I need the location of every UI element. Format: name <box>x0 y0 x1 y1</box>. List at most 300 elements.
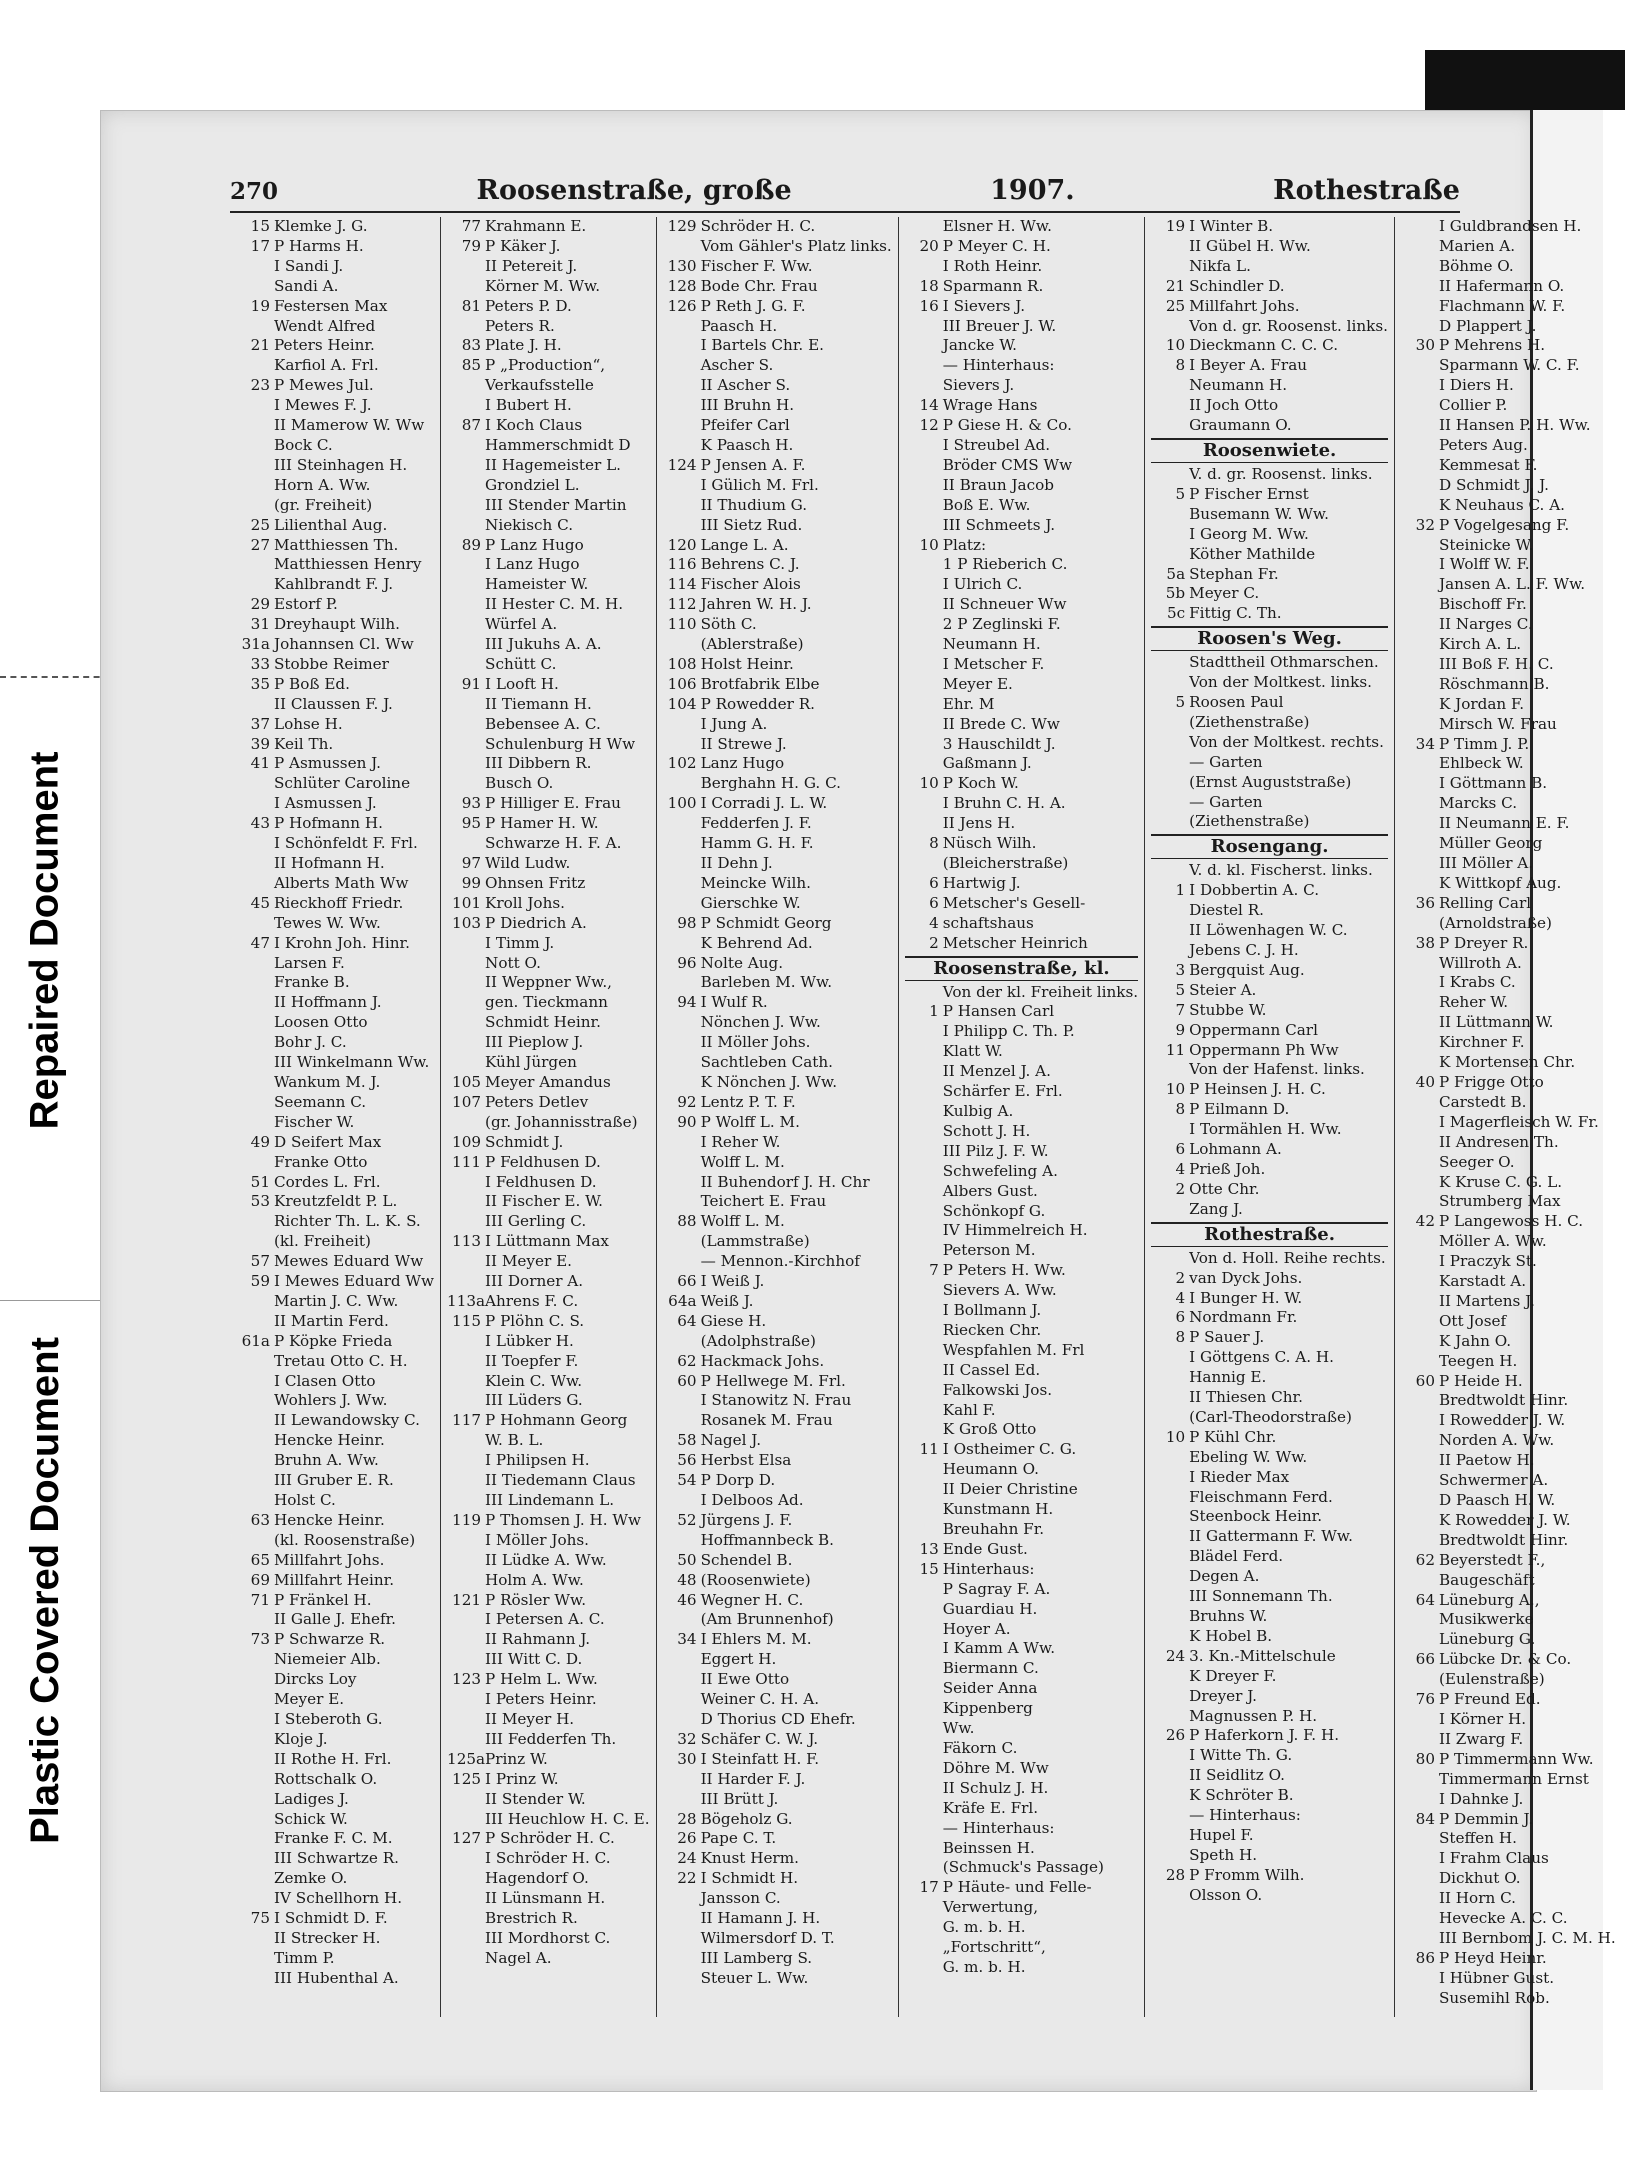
directory-entry <box>447 635 650 655</box>
resident-name: III Lindemann L. <box>485 1491 615 1509</box>
directory-entry <box>663 715 892 735</box>
directory-entry <box>1401 476 1616 496</box>
directory-entry <box>1151 673 1388 693</box>
directory-entry <box>1401 1372 1616 1392</box>
resident-name: III Dibbern R. <box>485 754 592 773</box>
house-number <box>1401 1312 1439 1332</box>
house-number <box>1151 1567 1189 1587</box>
house-number: 126 <box>667 296 697 315</box>
directory-entry <box>905 1022 1138 1042</box>
house-number <box>905 1679 943 1699</box>
resident-name: Schmidt Heinr. <box>485 1013 601 1032</box>
house-number <box>663 1073 701 1093</box>
directory-entry <box>236 1391 434 1411</box>
house-number: 11 <box>919 1440 939 1459</box>
resident-name: Kemmesat F. <box>1438 455 1538 474</box>
house-number <box>1151 901 1189 921</box>
resident-name: Horn A. Ww. <box>274 475 371 494</box>
resident-name: Tewes W. Ww. <box>274 913 381 932</box>
resident-name: Döhre M. Ww <box>942 1758 1049 1777</box>
directory-entry <box>905 1401 1138 1421</box>
directory-entry <box>447 277 650 297</box>
house-number <box>236 1312 274 1332</box>
house-number <box>447 376 485 396</box>
directory-entry <box>1151 921 1388 941</box>
directory-entry <box>236 1212 434 1232</box>
resident-name: I Koch Claus <box>485 416 583 435</box>
directory-entry <box>1151 773 1388 793</box>
resident-name: Dircks Loy <box>274 1670 357 1689</box>
directory-entry <box>905 456 1138 476</box>
house-number <box>1151 1886 1189 1906</box>
house-number <box>236 993 274 1013</box>
resident-name: II Harder F. J. <box>700 1769 806 1788</box>
house-number: 47 <box>250 933 270 952</box>
directory-entry <box>1401 1690 1616 1710</box>
house-number <box>905 1620 943 1640</box>
directory-entry <box>905 983 1138 1003</box>
directory-entry <box>1151 753 1388 773</box>
directory-entry <box>1401 1750 1616 1770</box>
house-number <box>905 1938 943 1958</box>
resident-name: Schröder H. C. <box>700 217 816 235</box>
resident-name: P Sauer J. <box>1189 1328 1265 1347</box>
house-number <box>663 834 701 854</box>
directory-entry <box>663 754 892 774</box>
directory-entry <box>663 1252 892 1272</box>
resident-name: Nagel J. <box>700 1431 762 1450</box>
directory-entry <box>1401 973 1616 993</box>
resident-name: Niekisch C. <box>485 515 574 534</box>
house-number: 50 <box>677 1550 697 1569</box>
directory-entry <box>236 1292 434 1312</box>
house-number: 95 <box>461 814 482 833</box>
resident-name: Wespfahlen M. Frl <box>942 1340 1085 1359</box>
resident-name: Wegner H. C. <box>700 1590 804 1609</box>
resident-name: II Toepfer F. <box>485 1351 579 1370</box>
directory-entry <box>905 1301 1138 1321</box>
house-number <box>1151 1687 1189 1707</box>
house-number <box>905 754 943 774</box>
directory-entry <box>447 336 650 356</box>
directory-entry <box>236 1630 434 1650</box>
resident-name: Von der Moltkest. rechts. <box>1189 732 1384 751</box>
resident-name: I Lüttmann Max <box>485 1232 609 1251</box>
house-number <box>905 735 943 755</box>
resident-name: Lanz Hugo <box>700 754 785 773</box>
resident-name: Metscher's Gesell- <box>942 893 1086 912</box>
house-number <box>1401 555 1439 575</box>
house-number <box>1151 941 1189 961</box>
directory-entry <box>236 257 434 277</box>
directory-entry <box>1151 1468 1388 1488</box>
resident-name: Schärfer E. Frl. <box>942 1082 1063 1101</box>
resident-name: III Steinhagen H. <box>274 455 408 474</box>
house-number: 60 <box>677 1371 697 1390</box>
house-number <box>236 575 274 595</box>
resident-name: II Strewe J. <box>700 734 787 753</box>
resident-name: Von der Moltkest. links. <box>1189 673 1372 692</box>
resident-name: I Looft H. <box>485 674 559 693</box>
house-number: 124 <box>667 455 697 474</box>
house-number <box>1151 921 1189 941</box>
resident-name: (Eulenstraße) <box>1438 1670 1545 1689</box>
resident-name: — Hinterhaus: <box>942 356 1055 375</box>
directory-entry <box>236 1531 434 1551</box>
resident-name: Möller A. Ww. <box>1438 1232 1547 1251</box>
resident-name: I Delboos Ad. <box>700 1491 804 1509</box>
directory-entry <box>663 695 892 715</box>
resident-name: III Stender Martin <box>485 495 627 514</box>
directory-entry <box>905 1779 1138 1799</box>
directory-entry <box>1401 217 1616 237</box>
directory-entry <box>905 695 1138 715</box>
directory-entry <box>905 1162 1138 1182</box>
house-number <box>447 1451 485 1471</box>
resident-name: Peters P. D. <box>485 296 572 315</box>
directory-entry <box>663 436 892 456</box>
house-number: 40 <box>1415 1072 1435 1091</box>
directory-entry <box>663 1471 892 1491</box>
directory-entry <box>1151 1021 1388 1041</box>
resident-name: I Wulf R. <box>700 993 768 1012</box>
house-number <box>447 1033 485 1053</box>
directory-entry <box>905 635 1138 655</box>
directory-entry <box>905 1142 1138 1162</box>
house-number <box>1151 1587 1189 1607</box>
directory-entry <box>447 416 650 436</box>
house-number <box>236 1670 274 1690</box>
resident-name: III Dorner A. <box>485 1272 584 1291</box>
house-number: 93 <box>461 794 482 813</box>
directory-entry <box>663 1650 892 1670</box>
house-number <box>1401 655 1439 675</box>
house-number <box>236 317 274 337</box>
resident-name: Ehlbeck W. <box>1438 754 1524 773</box>
resident-name: P Plöhn C. S. <box>485 1311 585 1330</box>
house-number <box>663 1909 701 1929</box>
directory-entry <box>236 376 434 396</box>
resident-name: Köther Mathilde <box>1189 544 1316 563</box>
directory-entry <box>1151 693 1388 713</box>
resident-name: P Rösler Ww. <box>485 1590 587 1609</box>
directory-entry <box>236 1829 434 1849</box>
directory-entry <box>1151 1289 1388 1309</box>
directory-entry <box>1401 1312 1616 1332</box>
directory-entry <box>1151 1707 1388 1727</box>
house-number: 52 <box>677 1510 697 1529</box>
house-number: 49 <box>250 1132 270 1151</box>
directory-entry <box>663 356 892 376</box>
house-number <box>1401 1153 1439 1173</box>
directory-entry <box>1401 1411 1616 1431</box>
resident-name: Wrage Hans <box>942 396 1038 415</box>
resident-name: Sachtleben Cath. <box>700 1053 833 1072</box>
house-number <box>905 1699 943 1719</box>
resident-name: III Gerling C. <box>485 1212 587 1231</box>
directory-entry <box>663 396 892 416</box>
directory-entry <box>447 356 650 376</box>
house-number: 21 <box>250 336 270 355</box>
directory-entry <box>663 615 892 635</box>
resident-name: II Lewandowsky C. <box>274 1411 420 1430</box>
directory-entry <box>905 575 1138 595</box>
resident-name: Carstedt B. <box>1438 1092 1527 1111</box>
directory-entry <box>447 1790 650 1810</box>
house-number <box>447 655 485 675</box>
resident-name: P Meyer C. H. <box>942 236 1051 255</box>
directory-entry <box>236 1451 434 1471</box>
directory-entry <box>447 735 650 755</box>
directory-entry <box>1151 1249 1388 1269</box>
resident-name: Wendt Alfred <box>274 316 376 335</box>
house-number <box>447 754 485 774</box>
directory-entry <box>1151 565 1388 585</box>
resident-name: Fäkorn C. <box>942 1738 1018 1757</box>
resident-name: Lilienthal Aug. <box>274 515 388 534</box>
directory-entry <box>1401 1929 1616 1949</box>
resident-name: III Fedderfen Th. <box>485 1729 617 1748</box>
house-number <box>1401 1133 1439 1153</box>
house-number <box>1151 861 1189 881</box>
directory-entry <box>663 1312 892 1332</box>
directory-entry <box>236 237 434 257</box>
house-number <box>1151 673 1189 693</box>
house-number <box>905 1082 943 1102</box>
directory-column-5 <box>1144 217 1394 2017</box>
directory-entry <box>447 934 650 954</box>
resident-name: Von d. gr. Roosenst. links. <box>1189 316 1388 335</box>
directory-entry <box>447 1630 650 1650</box>
directory-entry <box>663 1212 892 1232</box>
directory-entry <box>236 754 434 774</box>
resident-name: D Plappert J. <box>1438 316 1537 335</box>
directory-column-4 <box>898 217 1144 2017</box>
directory-entry <box>1151 1120 1388 1140</box>
directory-entry <box>905 217 1138 237</box>
house-number: 34 <box>677 1630 697 1649</box>
house-number: 116 <box>667 555 697 574</box>
resident-name: Kloje J. <box>274 1729 328 1748</box>
house-number: 5 <box>1175 980 1186 999</box>
directory-entry <box>1401 297 1616 317</box>
house-number <box>447 555 485 575</box>
resident-name: Oppermann Ph Ww <box>1189 1040 1339 1059</box>
house-number: 66 <box>677 1272 697 1291</box>
resident-name: P Langewoss H. C. <box>1438 1212 1584 1231</box>
house-number <box>905 1182 943 1202</box>
resident-name: Fischer Alois <box>700 575 801 594</box>
directory-entry <box>236 476 434 496</box>
resident-name: P Schwarze R. <box>274 1630 386 1649</box>
house-number <box>663 476 701 496</box>
right-street-title: Rothestraße <box>1273 175 1460 206</box>
directory-entry <box>1401 1212 1616 1232</box>
resident-name: Dreyer J. <box>1189 1686 1257 1705</box>
resident-name: Steuer L. Ww. <box>700 1968 809 1987</box>
resident-name: Von der kl. Freiheit links. <box>942 982 1139 1001</box>
house-number <box>1401 1730 1439 1750</box>
resident-name: Sparmann W. C. F. <box>1438 356 1580 375</box>
directory-entry <box>447 1929 650 1949</box>
resident-name: Boß E. Ww. <box>942 495 1031 514</box>
house-number <box>905 854 943 874</box>
house-number <box>447 1471 485 1491</box>
resident-name: Ww. <box>942 1719 975 1738</box>
house-number: 69 <box>250 1570 270 1589</box>
directory-entry <box>905 1898 1138 1918</box>
resident-name: Ehr. M <box>942 694 995 713</box>
house-number <box>447 1013 485 1033</box>
directory-entry <box>663 1372 892 1392</box>
directory-entry <box>905 1560 1138 1580</box>
resident-name: Bergquist Aug. <box>1189 960 1305 979</box>
directory-entry <box>905 655 1138 675</box>
house-number <box>1401 257 1439 277</box>
resident-name: Kirch A. L. <box>1438 635 1522 654</box>
directory-entry <box>1401 1332 1616 1352</box>
directory-entry <box>663 794 892 814</box>
resident-name: P Heide H. <box>1438 1371 1523 1390</box>
directory-entry <box>905 1341 1138 1361</box>
directory-entry <box>1151 1507 1388 1527</box>
resident-name: Grondziel L. <box>485 475 580 494</box>
resident-name: Otte Chr. <box>1189 1179 1260 1198</box>
directory-entry <box>447 1591 650 1611</box>
resident-name: I Prinz W. <box>485 1769 559 1788</box>
house-number: 59 <box>250 1272 270 1291</box>
house-number: 33 <box>250 654 270 673</box>
directory-entry <box>1401 1173 1616 1193</box>
house-number <box>1401 1332 1439 1352</box>
directory-entry <box>663 675 892 695</box>
house-number <box>447 456 485 476</box>
resident-name: Söth C. <box>700 615 757 634</box>
directory-entry <box>1401 277 1616 297</box>
directory-column-2 <box>440 217 656 2017</box>
directory-entry <box>1401 396 1616 416</box>
directory-entry <box>1151 1348 1388 1368</box>
house-number <box>236 1352 274 1372</box>
directory-entry <box>447 1750 650 1770</box>
directory-entry <box>905 1679 1138 1699</box>
directory-entry <box>663 1491 892 1511</box>
resident-name: Magnussen P. H. <box>1189 1706 1318 1725</box>
directory-entry <box>663 1073 892 1093</box>
house-number <box>1401 456 1439 476</box>
house-number: 10 <box>919 535 939 554</box>
resident-name: P „Production“, <box>485 356 606 375</box>
directory-entry <box>663 575 892 595</box>
house-number <box>905 715 943 735</box>
directory-entry <box>1401 1869 1616 1889</box>
resident-name: II Cassel Ed. <box>942 1360 1041 1379</box>
resident-name: II Zwarg F. <box>1438 1729 1524 1748</box>
house-number <box>1151 733 1189 753</box>
house-number <box>905 1799 943 1819</box>
house-number <box>1401 754 1439 774</box>
directory-entry <box>1401 536 1616 556</box>
house-number <box>905 1460 943 1480</box>
resident-name: I Dahnke J. <box>1438 1789 1524 1808</box>
house-number: 79 <box>461 236 482 255</box>
resident-name: Hoffmannbeck B. <box>700 1530 834 1549</box>
house-number <box>905 1122 943 1142</box>
resident-name: Susemihl Rob. <box>1438 1988 1550 2007</box>
directory-entry <box>1401 1770 1616 1790</box>
directory-column-1 <box>230 217 440 2017</box>
resident-name: P Freund Ed. <box>1438 1690 1541 1709</box>
resident-name: Kirchner F. <box>1438 1033 1525 1052</box>
resident-name: I Asmussen J. <box>274 794 377 813</box>
directory-entry <box>663 555 892 575</box>
house-number <box>1401 635 1439 655</box>
house-number <box>236 277 274 297</box>
resident-name: I Streubel Ad. <box>942 435 1051 454</box>
resident-name: Schlüter Caroline <box>274 774 411 793</box>
directory-entry <box>447 436 650 456</box>
resident-name: Cordes L. Frl. <box>274 1172 381 1191</box>
directory-entry <box>1401 794 1616 814</box>
resident-name: Hackmack Johs. <box>700 1351 825 1370</box>
resident-name: Tretau Otto C. H. <box>274 1351 408 1370</box>
house-number <box>905 1520 943 1540</box>
directory-entry <box>905 934 1138 954</box>
resident-name: Bohr J. C. <box>274 1033 347 1052</box>
resident-name: II Paetow H. <box>1438 1451 1535 1470</box>
resident-name: Flachmann W. F. <box>1438 296 1566 315</box>
directory-entry <box>663 635 892 655</box>
house-number: 103 <box>452 913 482 932</box>
resident-name: Dreyhaupt Wilh. <box>274 615 400 634</box>
resident-name: II Joch Otto <box>1189 396 1279 415</box>
directory-entry <box>236 1730 434 1750</box>
resident-name: P Harms H. <box>274 236 364 255</box>
directory-entry <box>1401 436 1616 456</box>
house-number <box>236 396 274 416</box>
directory-entry <box>447 516 650 536</box>
resident-name: Kahl F. <box>942 1400 996 1419</box>
house-number <box>1151 1607 1189 1627</box>
house-number: 28 <box>1165 1865 1186 1884</box>
directory-entry <box>905 336 1138 356</box>
directory-entry <box>1151 584 1388 604</box>
resident-name: Jürgens J. F. <box>700 1510 793 1529</box>
house-number: 10 <box>1165 1427 1186 1446</box>
directory-entry <box>1151 961 1388 981</box>
house-number <box>1401 1093 1439 1113</box>
directory-entry <box>236 1013 434 1033</box>
house-number <box>663 1033 701 1053</box>
resident-name: (gr. Johannisstraße) <box>485 1112 638 1131</box>
resident-name: III Möller A. <box>1438 854 1534 872</box>
resident-name: I Bruhn C. H. A. <box>942 794 1066 813</box>
house-number <box>447 1889 485 1909</box>
resident-name: Kühl Jürgen <box>485 1053 577 1072</box>
directory-entry <box>905 1600 1138 1620</box>
house-number <box>1401 1511 1439 1531</box>
resident-name: II Martens J. <box>1438 1291 1535 1310</box>
directory-entry <box>1151 1527 1388 1547</box>
resident-name: Busch O. <box>485 774 554 793</box>
directory-entry <box>1151 733 1388 753</box>
house-number: 94 <box>677 993 697 1012</box>
house-number: 25 <box>1165 296 1186 315</box>
resident-name: Wild Ludw. <box>485 854 571 872</box>
house-number <box>447 317 485 337</box>
house-number: 36 <box>1415 893 1435 912</box>
resident-name: Jebens C. J. H. <box>1189 941 1299 959</box>
